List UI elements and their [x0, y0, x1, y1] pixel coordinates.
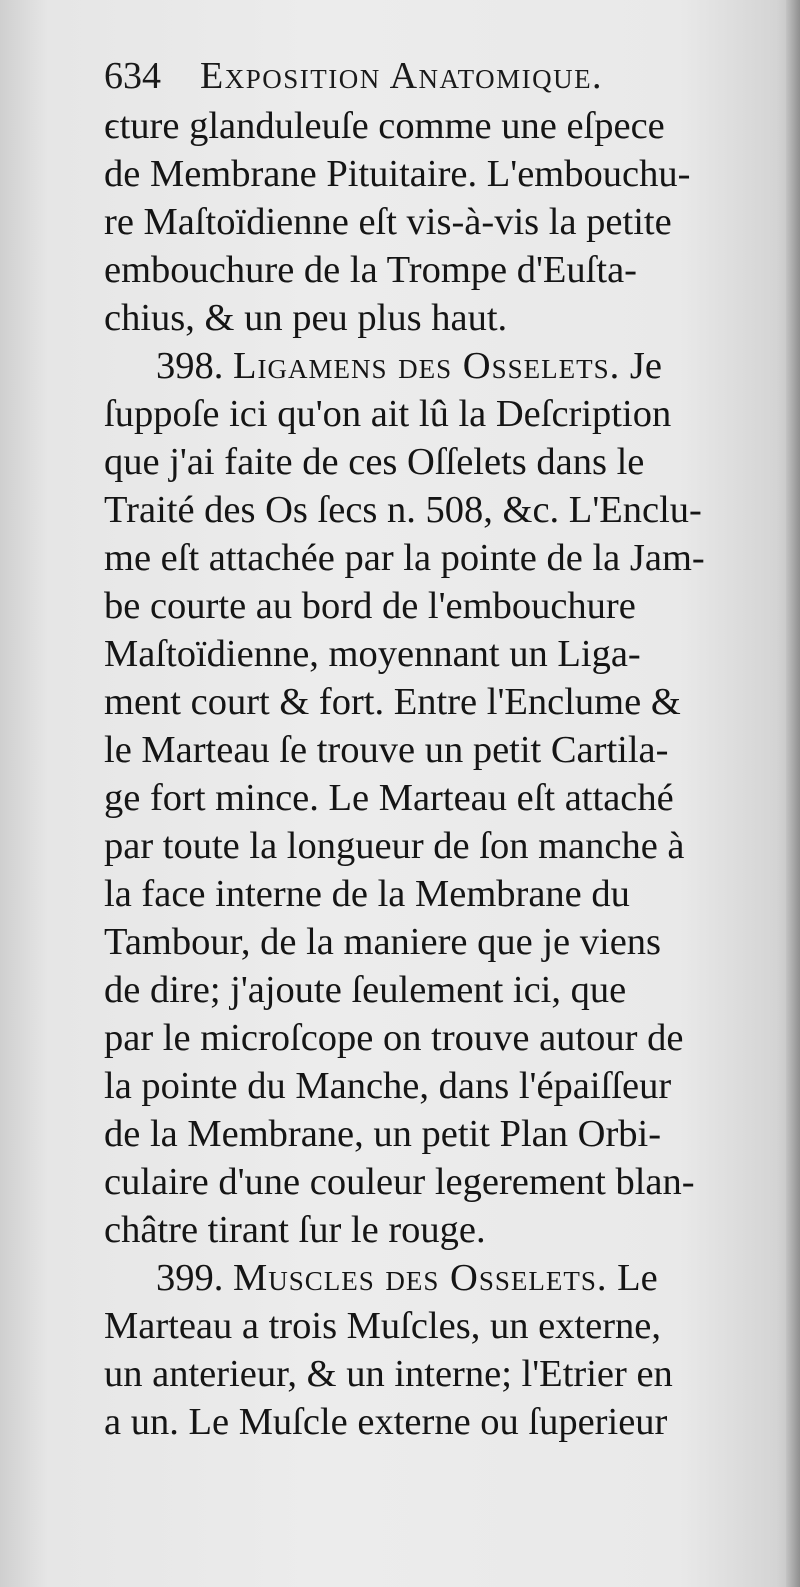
text-line: a un. Le Muſcle externe ou ſuperieur: [104, 1401, 668, 1443]
section-heading-text: Je: [620, 345, 662, 387]
text-line: de Membrane Pituitaire. L'embouchu-: [104, 153, 691, 195]
text-line: embouchure de la Trompe d'Euſta-: [104, 249, 637, 291]
section-number: 399.: [156, 1257, 224, 1299]
text-line: le Marteau ſe trouve un petit Cartila-: [104, 729, 669, 771]
section-heading-line: [104, 1254, 744, 1302]
running-title: Exposition Anatomique.: [200, 55, 604, 97]
section-heading-line: [104, 342, 744, 390]
text-line: Traité des Os ſecs n. 508, &c. L'Enclu-: [104, 489, 702, 531]
text-line: Marteau a trois Muſcles, un externe,: [104, 1305, 661, 1347]
section-heading: Muscles des Osselets.: [233, 1257, 608, 1299]
text-line: de dire; j'ajoute ſeulement ici, que: [104, 969, 627, 1011]
text-line: par le microſcope on trouve autour de: [104, 1017, 684, 1059]
section-number: 398.: [156, 345, 224, 387]
text-line: par toute la longueur de ſon manche à: [104, 825, 685, 867]
text-line: ge fort mince. Le Marteau eſt attaché: [104, 777, 674, 819]
text-line: ment court & fort. Entre l'Enclume &: [104, 681, 681, 723]
text-line: la face interne de la Membrane du: [104, 873, 630, 915]
text-line: ϵture glanduleuſe comme une eſpece: [104, 105, 665, 147]
text-line: que j'ai faite de ces Oſſelets dans le: [104, 441, 645, 483]
page-number: 634: [104, 55, 161, 97]
page-edge-shadow: [786, 0, 800, 1587]
body-text: [104, 102, 744, 1446]
text-line: la pointe du Manche, dans l'épaiſſeur: [104, 1065, 672, 1107]
text-line: me eſt attachée par la pointe de la Jam-: [104, 537, 705, 579]
text-line: Maſtoïdienne, moyennant un Liga-: [104, 633, 641, 675]
text-line: un anterieur, & un interne; l'Etrier en: [104, 1353, 673, 1395]
text-line: châtre tirant ſur le rouge.: [104, 1209, 486, 1251]
section-heading-text: Le: [607, 1257, 658, 1299]
text-line: Tambour, de la maniere que je viens: [104, 921, 662, 963]
text-line: de la Membrane, un petit Plan Orbi-: [104, 1113, 662, 1155]
text-line: be courte au bord de l'embouchure: [104, 585, 636, 627]
section-heading: Ligamens des Osselets.: [233, 345, 621, 387]
text-line: chius, & un peu plus haut.: [104, 297, 508, 339]
text-line: ſuppoſe ici qu'on ait lû la Deſcription: [104, 393, 672, 435]
running-header: [104, 50, 704, 102]
text-line: culaire d'une couleur legerement blan-: [104, 1161, 695, 1203]
text-line: re Maſtoïdienne eſt vis-à-vis la petite: [104, 201, 672, 243]
